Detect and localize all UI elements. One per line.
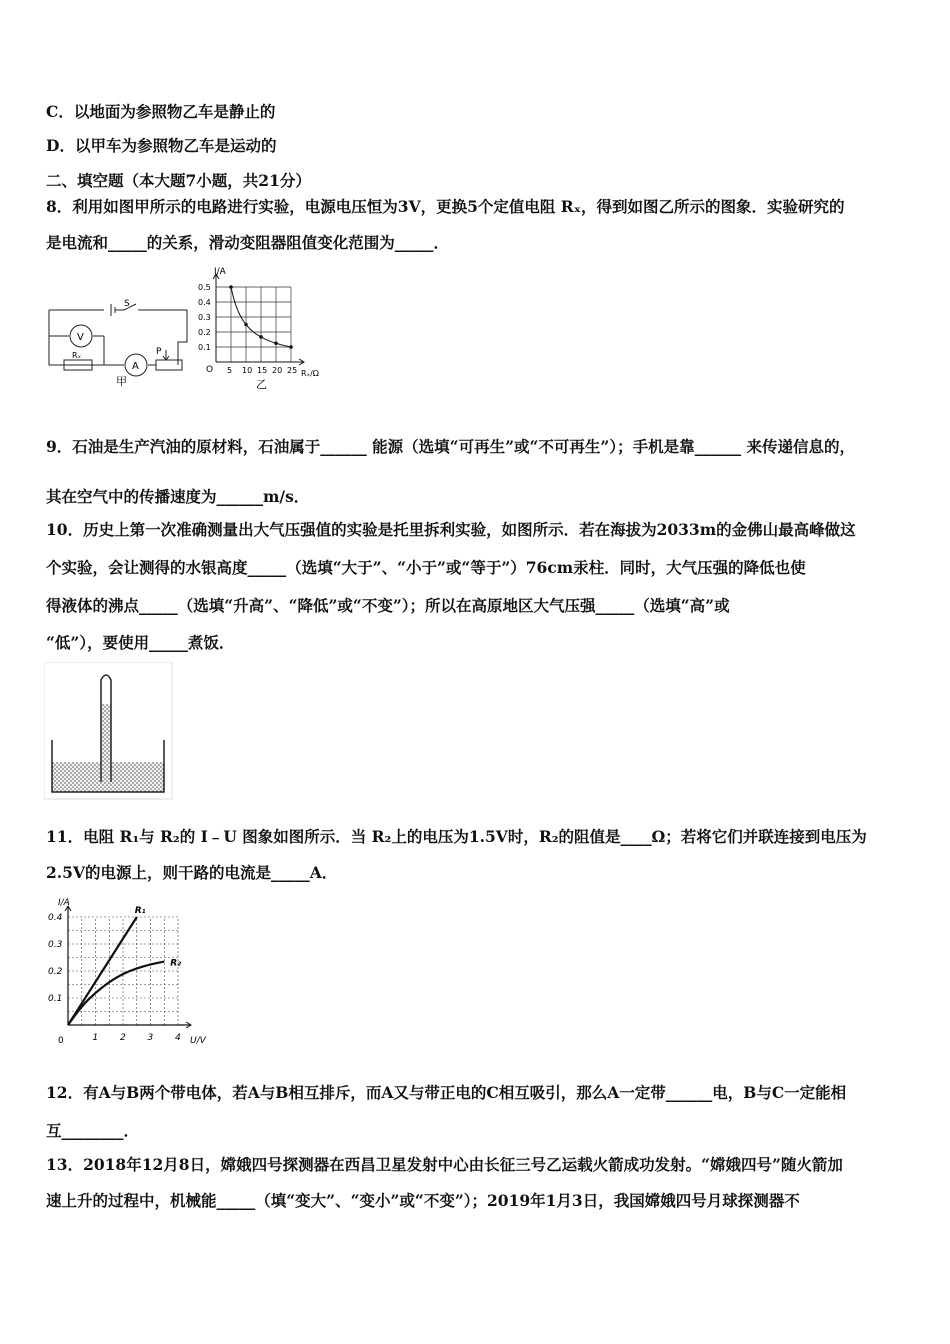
graph-caption: 乙 bbox=[256, 378, 267, 391]
q10-line2: 个实验，会让测得的水银高度_____（选填“大于”、“小于”或“等于”）76cm汞柱．同时，大气压强的降低也使 bbox=[46, 558, 806, 577]
y-tick-label: 0.4 bbox=[198, 298, 211, 307]
y-tick-label: 0.4 bbox=[48, 913, 63, 923]
data-point bbox=[259, 335, 263, 339]
q9-line1: 9．石油是生产汽油的原材料，石油属于______ 能源（选填“可再生”或“不可再生”）；手机是靠______ 来传递信息的， bbox=[46, 437, 855, 456]
y-tick-label: 0.2 bbox=[48, 967, 63, 977]
q13-line2: 速上升的过程中，机械能_____（填“变大”、“变小”或“不变”）；2019年1月3日，我国嫦娥四号月球探测器不 bbox=[46, 1191, 800, 1210]
series-line-1 bbox=[68, 917, 137, 1025]
ammeter-label: A bbox=[132, 361, 139, 372]
x-tick-label: 10 bbox=[242, 366, 253, 375]
circuit-diagram bbox=[49, 304, 187, 376]
y-tick-label: 0.1 bbox=[198, 343, 211, 352]
data-point bbox=[274, 341, 278, 345]
option-c: C．以地面为参照物乙车是静止的 bbox=[46, 102, 276, 121]
y-tick-label: 0.5 bbox=[198, 283, 211, 292]
option-d: D．以甲车为参照物乙车是运动的 bbox=[46, 136, 277, 155]
iu-x-label: U/V bbox=[190, 1036, 206, 1045]
y-tick-label: 0.3 bbox=[48, 940, 63, 950]
x-tick-label: 25 bbox=[287, 366, 298, 375]
data-point bbox=[244, 323, 248, 327]
x-tick-label: 2 bbox=[120, 1033, 126, 1043]
section-heading: 二、填空题（本大题7小题，共21分） bbox=[46, 171, 311, 190]
x-tick-label: 3 bbox=[147, 1033, 154, 1043]
series-label-1: R₁ bbox=[134, 906, 146, 916]
data-point bbox=[229, 285, 233, 289]
q11-line1: 11．电阻 R₁与 R₂的 I﹣U 图象如图所示．当 R₂上的电压为1.5V时，R₂的阻值是____Ω；若将它们并联连接到电压为 bbox=[46, 827, 867, 846]
resistor-label: Rₓ bbox=[72, 351, 82, 360]
q8-line2: 是电流和_____的关系，滑动变阻器阻值变化范围为_____． bbox=[46, 233, 450, 252]
q12-line1: 12．有A与B两个带电体，若A与B相互排斥，而A又与带正电的C相互吸引，那么A一定带______电，B与C一定能相 bbox=[46, 1083, 847, 1102]
x-tick-label: 1 bbox=[92, 1033, 99, 1043]
q10-line4: “低”），要使用_____煮饭． bbox=[46, 633, 235, 652]
x-tick-label: 15 bbox=[257, 366, 268, 375]
q11-figure-svg bbox=[44, 893, 224, 1045]
y-tick-label: 0.3 bbox=[198, 313, 211, 322]
iu-graph bbox=[48, 906, 191, 1043]
y-tick-label: 0.1 bbox=[48, 994, 63, 1004]
switch-label: S bbox=[124, 299, 130, 309]
iu-y-label: I/A bbox=[58, 898, 70, 908]
graph-x-label: Rₓ/Ω bbox=[301, 369, 319, 378]
torricelli-svg bbox=[44, 662, 174, 800]
series-label-2: R₂ bbox=[170, 958, 182, 969]
mercury-column bbox=[101, 704, 111, 782]
x-tick-label: 20 bbox=[272, 366, 283, 375]
q10-line3: 得液体的沸点_____（选填“升高”、“降低”或“不变”）；所以在高原地区大气压强_____（选填“高”或 bbox=[46, 596, 730, 615]
slider-label: P bbox=[156, 347, 162, 357]
q8-line1: 8．利用如图甲所示的电路进行实验，电源电压恒为3V，更换5个定值电阻 Rₓ，得到如图乙所示的图象．实验研究的 bbox=[46, 197, 845, 216]
iu-origin-label: 0 bbox=[58, 1036, 64, 1045]
q8-figure-svg bbox=[44, 262, 344, 392]
x-tick-label: 5 bbox=[227, 366, 233, 375]
data-point bbox=[289, 345, 293, 349]
q11-figure bbox=[44, 893, 224, 1045]
q8-graph bbox=[198, 274, 304, 375]
graph-origin-label: O bbox=[206, 365, 214, 375]
q12-line2: 互________． bbox=[46, 1121, 140, 1140]
voltmeter-label: V bbox=[77, 332, 84, 343]
graph-y-label: I/A bbox=[214, 267, 226, 277]
q8-figure bbox=[44, 262, 344, 392]
circuit-caption: 甲 bbox=[116, 375, 127, 388]
q13-line1: 13．2018年12月8日，嫦娥四号探测器在西昌卫星发射中心由长征三号乙运载火箭成功发射。“嫦娥四号”随火箭加 bbox=[46, 1155, 843, 1174]
torricelli-figure bbox=[44, 662, 174, 800]
q11-line2: 2.5V的电源上，则干路的电流是_____A． bbox=[46, 863, 338, 882]
y-tick-label: 0.2 bbox=[198, 328, 211, 337]
x-tick-label: 4 bbox=[175, 1033, 181, 1043]
q10-line1: 10．历史上第一次准确测量出大气压强值的实验是托里拆利实验，如图所示．若在海拔为2033m的金佛山最高峰做这 bbox=[46, 520, 856, 539]
circuit-wire-right bbox=[138, 310, 187, 365]
q9-line2: 其在空气中的传播速度为______m/s． bbox=[46, 487, 310, 506]
